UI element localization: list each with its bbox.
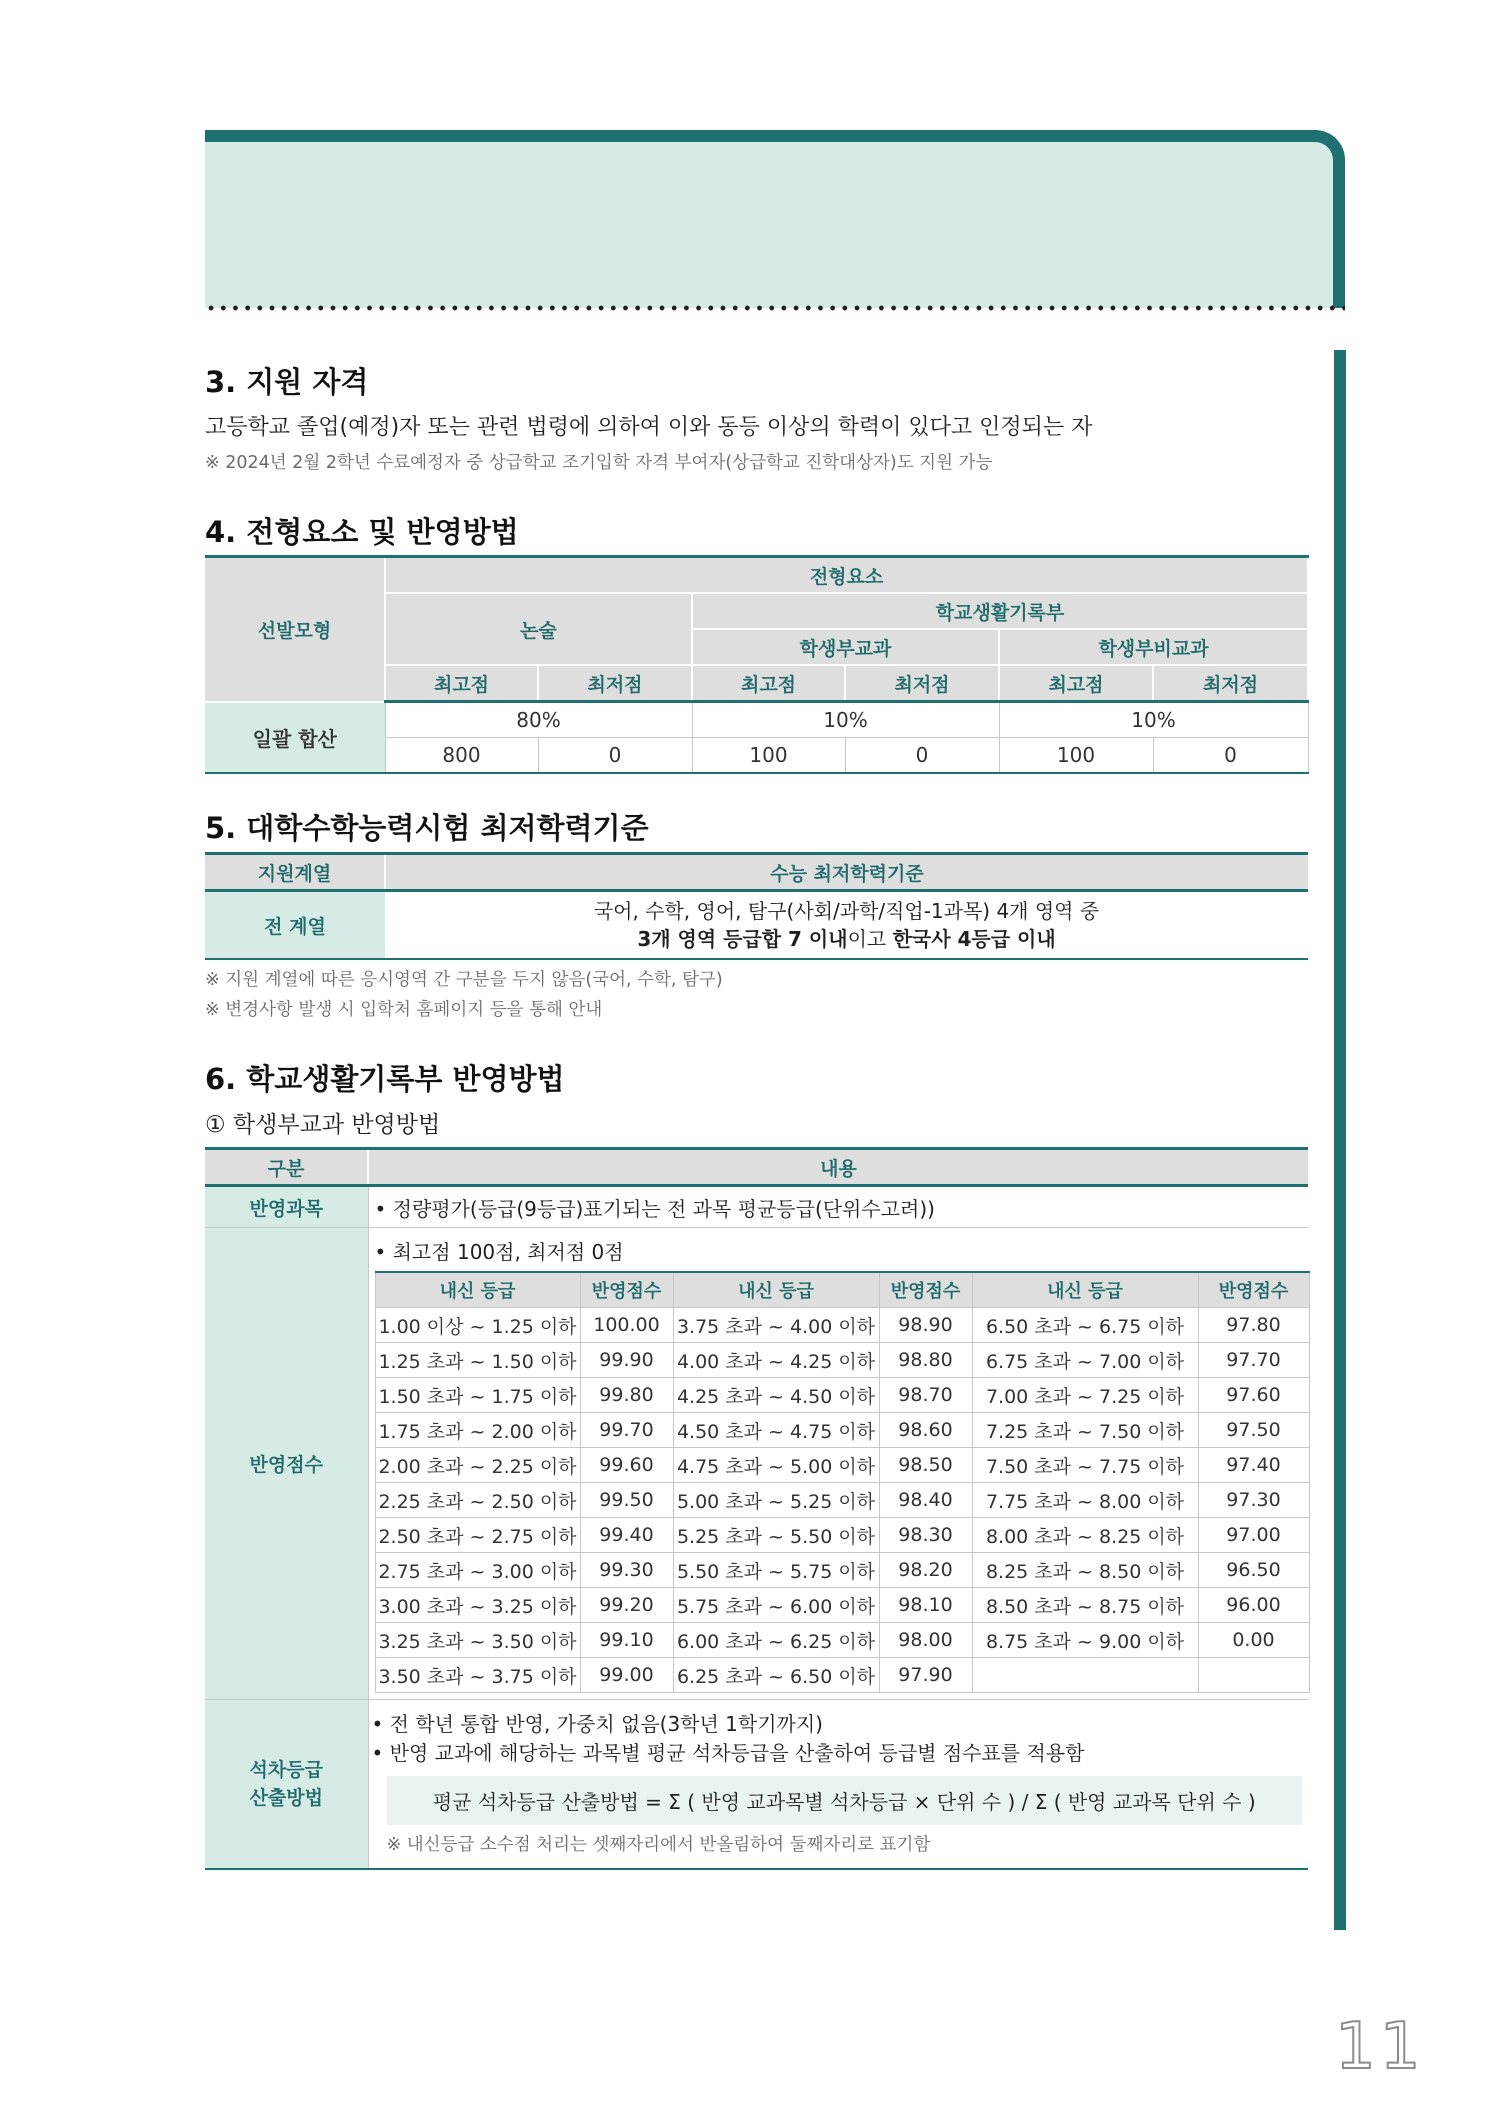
- grade-row: [375, 1518, 1309, 1553]
- grade-range-cell: 8.00 초과 ~ 8.25 이하: [972, 1518, 1198, 1553]
- header-min: 최저점: [1153, 665, 1308, 702]
- grade-row: [375, 1623, 1309, 1658]
- criteria-bold2: 한국사 4등급 이내: [892, 927, 1056, 951]
- header-selection-model: 선발모형: [205, 557, 385, 702]
- grade-score-cell: 97.60: [1198, 1378, 1309, 1413]
- header-banner: [205, 130, 1345, 308]
- grade-range-cell: 4.75 초과 ~ 5.00 이하: [673, 1448, 879, 1483]
- grade-range-cell: 5.50 초과 ~ 5.75 이하: [673, 1553, 879, 1588]
- header-min: 최저점: [538, 665, 692, 702]
- grade-range-cell: 4.25 초과 ~ 4.50 이하: [673, 1378, 879, 1413]
- grade-score-cell: 99.60: [580, 1448, 673, 1483]
- header-school-record: 학교생활기록부: [692, 593, 1308, 629]
- header-elements: 전형요소: [385, 557, 1308, 594]
- grade-range-cell: 6.50 초과 ~ 6.75 이하: [972, 1308, 1198, 1343]
- grade-range-cell: 4.00 초과 ~ 4.25 이하: [673, 1343, 879, 1378]
- calc-formula: 평균 석차등급 산출방법 = Σ ( 반영 교과목별 석차등급 × 단위 수 ) / Σ ( 반영 교과목 단위 수 ): [387, 1776, 1303, 1825]
- criteria-mid: 이고: [847, 927, 893, 951]
- grade-score-cell: 98.50: [879, 1448, 972, 1483]
- csat-minimum-table: [205, 852, 1308, 960]
- grade-row: [375, 1378, 1309, 1413]
- section5-note2: ※ 변경사항 발생 시 입학처 홈페이지 등을 통해 안내: [205, 1000, 603, 1020]
- grade-range-cell: 8.50 초과 ~ 8.75 이하: [972, 1588, 1198, 1623]
- grade-score-cell: 98.80: [879, 1343, 972, 1378]
- grade-row: [375, 1448, 1309, 1483]
- row-label-subjects: 반영과목: [205, 1186, 368, 1228]
- pct-nonsubject: 10%: [999, 702, 1308, 738]
- header-field: 지원계열: [205, 854, 385, 891]
- grade-range-cell: 5.00 초과 ~ 5.25 이하: [673, 1483, 879, 1518]
- grade-score-cell: 97.00: [1198, 1518, 1309, 1553]
- header-max: 최고점: [999, 665, 1153, 702]
- grade-score-cell: 98.30: [879, 1518, 972, 1553]
- pct-subject: 10%: [692, 702, 999, 738]
- grade-row: [375, 1658, 1309, 1693]
- grade-score-cell: 0.00: [1198, 1623, 1309, 1658]
- row-label-calc-method: [205, 1700, 368, 1870]
- grade-score-cell: 99.10: [580, 1623, 673, 1658]
- header-max: 최고점: [385, 665, 538, 702]
- criteria-cell: [385, 891, 1308, 960]
- scores-bullet: • 최고점 100점, 최저점 0점: [374, 1240, 624, 1264]
- grade-range-cell: 6.00 초과 ~ 6.25 이하: [673, 1623, 879, 1658]
- grade-range-cell: 3.50 초과 ~ 3.75 이하: [375, 1658, 580, 1693]
- grade-range-cell: 6.25 초과 ~ 6.50 이하: [673, 1658, 879, 1693]
- grade-range-cell: 7.00 초과 ~ 7.25 이하: [972, 1378, 1198, 1413]
- grade-range-cell: 2.00 초과 ~ 2.25 이하: [375, 1448, 580, 1483]
- grade-score-cell: 97.80: [1198, 1308, 1309, 1343]
- grade-range-cell: 2.75 초과 ~ 3.00 이하: [375, 1553, 580, 1588]
- grade-range-cell: 7.75 초과 ~ 8.00 이하: [972, 1483, 1198, 1518]
- calc-label-line1: 석차등급: [249, 1759, 323, 1781]
- grade-score-cell: 98.60: [879, 1413, 972, 1448]
- grade-row: [375, 1413, 1309, 1448]
- header-division: 구분: [205, 1149, 368, 1186]
- grade-score-cell: 99.70: [580, 1413, 673, 1448]
- calc-note: ※ 내신등급 소수점 처리는 셋째자리에서 반올림하여 둘째자리로 표기함: [386, 1835, 931, 1855]
- page-number: 11: [1335, 2010, 1425, 2084]
- section3-note: ※ 2024년 2월 2학년 수료예정자 중 상급학교 조기입학 자격 부여자(상급학교 진학대상자)도 지원 가능: [205, 453, 993, 473]
- header-nonsubject: 학생부비교과: [999, 629, 1308, 665]
- score-cell: 0: [538, 738, 692, 774]
- dotted-divider: [205, 305, 1345, 311]
- header-content: 내용: [368, 1149, 1308, 1186]
- row-label-scores: 반영점수: [205, 1228, 368, 1700]
- grade-score-cell: 99.50: [580, 1483, 673, 1518]
- grade-score-table: [375, 1271, 1310, 1693]
- subjects-text: • 정량평가(등급(9등급)표기되는 전 과목 평균등급(단위수고려)): [368, 1186, 1308, 1228]
- grade-range-cell: 2.25 초과 ~ 2.50 이하: [375, 1483, 580, 1518]
- score-cell: 800: [385, 738, 538, 774]
- grade-score-cell: 99.00: [580, 1658, 673, 1693]
- grade-range-cell: 3.25 초과 ~ 3.50 이하: [375, 1623, 580, 1658]
- grade-score-cell: 99.80: [580, 1378, 673, 1413]
- grade-range-cell: 3.75 초과 ~ 4.00 이하: [673, 1308, 879, 1343]
- header-score: 반영점수: [580, 1272, 673, 1308]
- grade-score-cell: 98.90: [879, 1308, 972, 1343]
- selection-elements-table: [205, 555, 1309, 774]
- school-record-table: [205, 1147, 1308, 1870]
- grade-score-cell: 99.40: [580, 1518, 673, 1553]
- grade-range-cell: 6.75 초과 ~ 7.00 이하: [972, 1343, 1198, 1378]
- grade-range-cell: 1.75 초과 ~ 2.00 이하: [375, 1413, 580, 1448]
- criteria-line1: 국어, 수학, 영어, 탐구(사회/과학/직업-1과목) 4개 영역 중: [593, 899, 1100, 923]
- grade-range-cell: 4.50 초과 ~ 4.75 이하: [673, 1413, 879, 1448]
- grade-score-cell: 96.00: [1198, 1588, 1309, 1623]
- score-cell: 0: [845, 738, 999, 774]
- grade-row: [375, 1308, 1309, 1343]
- grade-score-cell: 97.30: [1198, 1483, 1309, 1518]
- calc-bullet1: • 전 학년 통합 반영, 가중치 없음(3학년 1학기까지): [371, 1712, 823, 1736]
- calc-content: [368, 1700, 1308, 1870]
- grade-score-cell: 98.10: [879, 1588, 972, 1623]
- grade-range-cell: 2.50 초과 ~ 2.75 이하: [375, 1518, 580, 1553]
- grade-score-cell: 98.20: [879, 1553, 972, 1588]
- grade-score-cell: 97.90: [879, 1658, 972, 1693]
- pct-essay: 80%: [385, 702, 692, 738]
- section3-title: 3. 지원 자격: [205, 365, 369, 399]
- grade-score-cell: 96.50: [1198, 1553, 1309, 1588]
- criteria-bold1: 3개 영역 등급합 7 이내: [637, 927, 848, 951]
- header-score: 반영점수: [879, 1272, 972, 1308]
- grade-score-cell: [1198, 1658, 1309, 1693]
- grade-score-cell: 97.50: [1198, 1413, 1309, 1448]
- header-criteria: 수능 최저학력기준: [385, 854, 1308, 891]
- grade-score-cell: 100.00: [580, 1308, 673, 1343]
- side-accent-bar: [1334, 350, 1346, 1930]
- grade-range-cell: 3.00 초과 ~ 3.25 이하: [375, 1588, 580, 1623]
- header-subject: 학생부교과: [692, 629, 999, 665]
- grade-range-cell: 8.25 초과 ~ 8.50 이하: [972, 1553, 1198, 1588]
- score-cell: 100: [692, 738, 845, 774]
- section6-title: 6. 학교생활기록부 반영방법: [205, 1062, 565, 1096]
- calc-bullet2: • 반영 교과에 해당하는 과목별 평균 석차등급을 산출하여 등급별 점수표를 적용함: [371, 1741, 1085, 1765]
- grade-range-cell: 1.00 이상 ~ 1.25 이하: [375, 1308, 580, 1343]
- header-grade: 내신 등급: [375, 1272, 580, 1308]
- header-grade: 내신 등급: [673, 1272, 879, 1308]
- grade-range-cell: 7.50 초과 ~ 7.75 이하: [972, 1448, 1198, 1483]
- header-max: 최고점: [692, 665, 845, 702]
- grade-range-cell: 1.25 초과 ~ 1.50 이하: [375, 1343, 580, 1378]
- row-label-batch: 일괄 합산: [205, 702, 385, 774]
- grade-score-cell: 98.40: [879, 1483, 972, 1518]
- header-grade: 내신 등급: [972, 1272, 1198, 1308]
- row-label-all-fields: 전 계열: [205, 891, 385, 960]
- score-cell: 100: [999, 738, 1153, 774]
- grade-row: [375, 1553, 1309, 1588]
- header-min: 최저점: [845, 665, 999, 702]
- grade-range-cell: 5.25 초과 ~ 5.50 이하: [673, 1518, 879, 1553]
- section6-subtitle: ① 학생부교과 반영방법: [205, 1112, 441, 1138]
- grade-score-cell: 97.70: [1198, 1343, 1309, 1378]
- header-essay: 논술: [385, 593, 692, 665]
- grade-score-cell: 98.00: [879, 1623, 972, 1658]
- calc-label-line2: 산출방법: [249, 1787, 323, 1809]
- grade-range-cell: 8.75 초과 ~ 9.00 이하: [972, 1623, 1198, 1658]
- grade-score-cell: 98.70: [879, 1378, 972, 1413]
- grade-range-cell: 5.75 초과 ~ 6.00 이하: [673, 1588, 879, 1623]
- section5-title: 5. 대학수학능력시험 최저학력기준: [205, 811, 649, 845]
- grade-row: [375, 1343, 1309, 1378]
- grade-row: [375, 1588, 1309, 1623]
- section5-note1: ※ 지원 계열에 따른 응시영역 간 구분을 두지 않음(국어, 수학, 탐구): [205, 970, 723, 990]
- score-cell: 0: [1153, 738, 1308, 774]
- scores-content: [368, 1228, 1308, 1700]
- section3-body: 고등학교 졸업(예정)자 또는 관련 법령에 의하여 이와 동등 이상의 학력이 있다고 인정되는 자: [205, 415, 1093, 440]
- grade-range-cell: 1.50 초과 ~ 1.75 이하: [375, 1378, 580, 1413]
- grade-score-cell: 97.40: [1198, 1448, 1309, 1483]
- grade-score-cell: 99.30: [580, 1553, 673, 1588]
- grade-score-cell: 99.20: [580, 1588, 673, 1623]
- grade-score-cell: 99.90: [580, 1343, 673, 1378]
- header-score: 반영점수: [1198, 1272, 1309, 1308]
- grade-range-cell: 7.25 초과 ~ 7.50 이하: [972, 1413, 1198, 1448]
- grade-range-cell: [972, 1658, 1198, 1693]
- section4-title: 4. 전형요소 및 반영방법: [205, 515, 519, 549]
- criteria-line2: [385, 925, 1308, 953]
- grade-row: [375, 1483, 1309, 1518]
